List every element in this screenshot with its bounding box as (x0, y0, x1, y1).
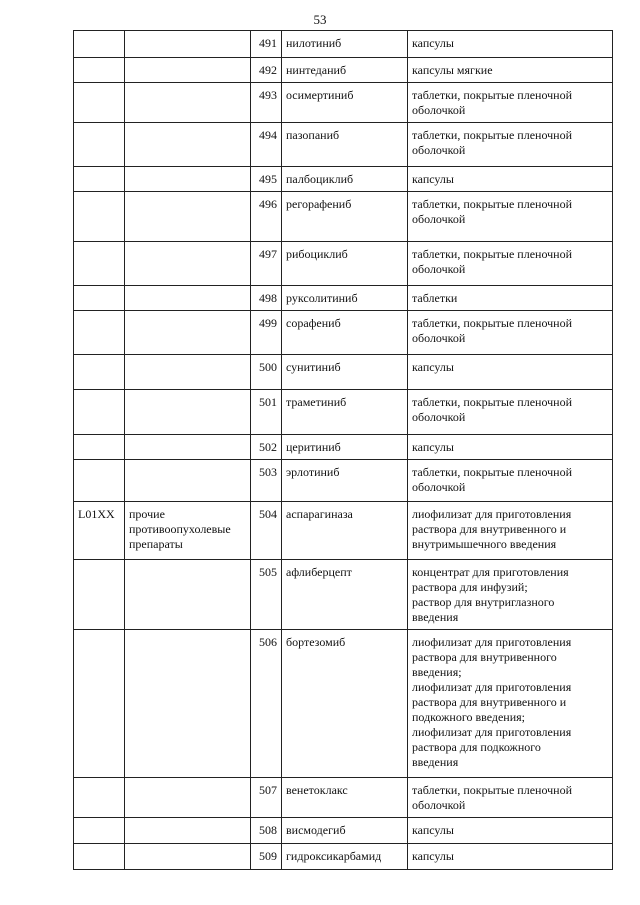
table-row (74, 502, 613, 560)
dosage-form-cell: таблетки, покрытые пленочной оболочкой (408, 778, 613, 818)
number-cell: 492 (251, 58, 282, 83)
drug-name-cell: венетоклакс (282, 778, 408, 818)
table-row (74, 167, 613, 192)
table-row (74, 778, 613, 818)
group-cell (125, 390, 251, 435)
group-cell (125, 778, 251, 818)
group-cell (125, 630, 251, 778)
dosage-form-cell: таблетки, покрытые пленочной оболочкой (408, 242, 613, 286)
number-cell: 498 (251, 286, 282, 311)
group-cell (125, 435, 251, 460)
atc-code-cell (74, 818, 125, 844)
drug-name-cell: траметиниб (282, 390, 408, 435)
dosage-form-cell: таблетки, покрытые пленочной оболочкой (408, 123, 613, 167)
drug-name-cell: аспарагиназа (282, 502, 408, 560)
group-cell (125, 83, 251, 123)
atc-code-cell (74, 460, 125, 502)
table-row (74, 560, 613, 630)
number-cell: 504 (251, 502, 282, 560)
atc-code-cell (74, 192, 125, 242)
table-row (74, 311, 613, 355)
number-cell: 496 (251, 192, 282, 242)
atc-code-cell (74, 435, 125, 460)
group-cell (125, 311, 251, 355)
dosage-form-cell: капсулы мягкие (408, 58, 613, 83)
table-row (74, 355, 613, 390)
table-row (74, 58, 613, 83)
table-row (74, 844, 613, 870)
number-cell: 507 (251, 778, 282, 818)
table-row (74, 460, 613, 502)
dosage-form-cell: концентрат для приготовления раствора для инфузий; раствор для внутриглазного введения (408, 560, 613, 630)
drug-name-cell: палбоциклиб (282, 167, 408, 192)
drug-table (73, 30, 613, 870)
drug-name-cell: сунитиниб (282, 355, 408, 390)
group-cell (125, 167, 251, 192)
dosage-form-cell: таблетки, покрытые пленочной оболочкой (408, 390, 613, 435)
drug-name-cell: бортезомиб (282, 630, 408, 778)
number-cell: 505 (251, 560, 282, 630)
drug-name-cell: нилотиниб (282, 31, 408, 58)
drug-name-cell: афлиберцепт (282, 560, 408, 630)
group-cell (125, 355, 251, 390)
dosage-form-cell: капсулы (408, 355, 613, 390)
atc-code-cell (74, 123, 125, 167)
drug-name-cell: висмодегиб (282, 818, 408, 844)
drug-name-cell: эрлотиниб (282, 460, 408, 502)
table-row (74, 123, 613, 167)
number-cell: 494 (251, 123, 282, 167)
page-number: 53 (313, 12, 327, 27)
table-row (74, 390, 613, 435)
dosage-form-cell: таблетки, покрытые пленочной оболочкой (408, 83, 613, 123)
dosage-form-cell: капсулы (408, 31, 613, 58)
group-cell (125, 192, 251, 242)
number-cell: 499 (251, 311, 282, 355)
dosage-form-cell: лиофилизат для приготовления раствора для внутривенного введения; лиофилизат для приготовления раствора для внутривенного и подкожного введения; лиофилизат для приготовления раствора для подкожного введения (408, 630, 613, 778)
drug-name-cell: рибоциклиб (282, 242, 408, 286)
group-cell (125, 286, 251, 311)
table-row (74, 83, 613, 123)
atc-code-cell: L01XX (74, 502, 125, 560)
atc-code-cell (74, 58, 125, 83)
drug-name-cell: осимертиниб (282, 83, 408, 123)
drug-name-cell: пазопаниб (282, 123, 408, 167)
atc-code-cell (74, 311, 125, 355)
group-cell: прочие противоопухолевые препараты (125, 502, 251, 560)
group-cell (125, 560, 251, 630)
number-cell: 501 (251, 390, 282, 435)
dosage-form-cell: капсулы (408, 167, 613, 192)
number-cell: 495 (251, 167, 282, 192)
table-row (74, 192, 613, 242)
drug-name-cell: гидроксикарбамид (282, 844, 408, 870)
atc-code-cell (74, 778, 125, 818)
table-row (74, 630, 613, 778)
atc-code-cell (74, 83, 125, 123)
atc-code-cell (74, 630, 125, 778)
number-cell: 493 (251, 83, 282, 123)
number-cell: 497 (251, 242, 282, 286)
atc-code-cell (74, 844, 125, 870)
atc-code-cell (74, 390, 125, 435)
atc-code-cell (74, 31, 125, 58)
group-cell (125, 460, 251, 502)
atc-code-cell (74, 242, 125, 286)
number-cell: 503 (251, 460, 282, 502)
number-cell: 506 (251, 630, 282, 778)
dosage-form-cell: таблетки, покрытые пленочной оболочкой (408, 192, 613, 242)
dosage-form-cell: капсулы (408, 435, 613, 460)
atc-code-cell (74, 560, 125, 630)
table-row (74, 286, 613, 311)
drug-name-cell: нинтеданиб (282, 58, 408, 83)
number-cell: 500 (251, 355, 282, 390)
table-row (74, 818, 613, 844)
dosage-form-cell: таблетки, покрытые пленочной оболочкой (408, 460, 613, 502)
dosage-form-cell: капсулы (408, 818, 613, 844)
atc-code-cell (74, 167, 125, 192)
group-cell (125, 818, 251, 844)
number-cell: 508 (251, 818, 282, 844)
group-cell (125, 242, 251, 286)
dosage-form-cell: лиофилизат для приготовления раствора для внутривенного и внутримышечного введения (408, 502, 613, 560)
atc-code-cell (74, 355, 125, 390)
dosage-form-cell: таблетки, покрытые пленочной оболочкой (408, 311, 613, 355)
number-cell: 502 (251, 435, 282, 460)
drug-name-cell: церитиниб (282, 435, 408, 460)
drug-name-cell: регорафениб (282, 192, 408, 242)
group-cell (125, 844, 251, 870)
group-cell (125, 58, 251, 83)
drug-name-cell: сорафениб (282, 311, 408, 355)
drug-name-cell: руксолитиниб (282, 286, 408, 311)
number-cell: 509 (251, 844, 282, 870)
group-cell (125, 31, 251, 58)
dosage-form-cell: капсулы (408, 844, 613, 870)
atc-code-cell (74, 286, 125, 311)
dosage-form-cell: таблетки (408, 286, 613, 311)
table-row (74, 31, 613, 58)
table-row (74, 435, 613, 460)
number-cell: 491 (251, 31, 282, 58)
table-row (74, 242, 613, 286)
group-cell (125, 123, 251, 167)
